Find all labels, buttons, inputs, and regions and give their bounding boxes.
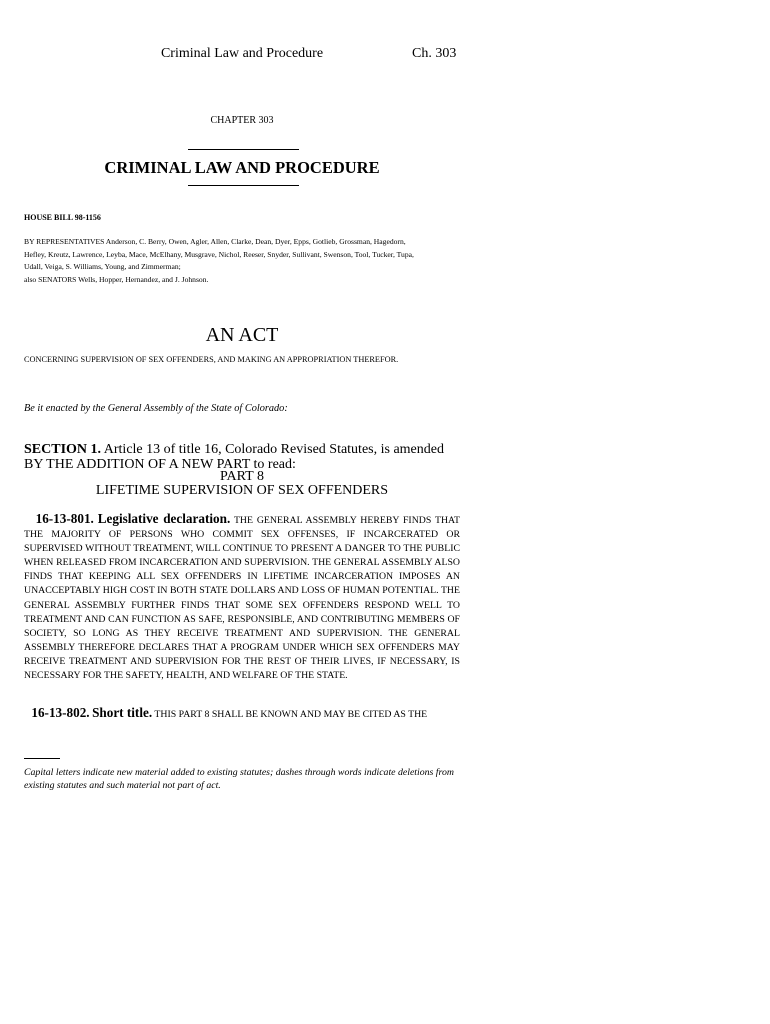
section-1-text: Article 13 of title 16, Colorado Revised Statutes, is amended BY THE ADDITION OF A NEW PART to read: [24, 442, 444, 472]
section-number: 16-13-802. [31, 705, 90, 720]
section-title: Short title. [92, 705, 153, 720]
enacting-clause: Be it enacted by the General Assembly of the State of Colorado: [24, 403, 288, 414]
running-header-title: Criminal Law and Procedure [160, 46, 324, 61]
title-rule-bottom [188, 185, 299, 186]
section-1-label: SECTION 1. [24, 442, 102, 457]
sponsors-list [24, 236, 464, 286]
section-text: THIS PART 8 SHALL BE KNOWN AND MAY BE CITED AS THE [154, 709, 428, 720]
footnote: Capital letters indicate new material added to existing statutes; dashes through words indicate deletions from existing statutes and such material not part of act. [24, 767, 454, 791]
chapter-label: CHAPTER 303 [210, 115, 274, 126]
footnote-rule [24, 758, 60, 759]
running-header-chapter: Ch. 303 [412, 46, 457, 61]
section-1 [24, 442, 460, 472]
part-title: LIFETIME SUPERVISION OF SEX OFFENDERS [95, 483, 389, 498]
bill-number: HOUSE BILL 98-1156 [24, 213, 101, 222]
sponsors-line: Udall, Veiga, S. Williams, Young, and Zimmerman; [24, 262, 181, 272]
section-text: THE GENERAL ASSEMBLY HEREBY FINDS THAT THE MAJORITY OF PERSONS WHO COMMIT SEX OFFENSES, IF INCARCERATED OR SUPERVISED WITHOUT TREATMENT, WILL CONTINUE TO PRESENT A DANGER TO THE PUBLIC WHEN RELEASED FROM INCARCERATION AND SUPERVISION. THE GENERAL ASSEMBLY ALSO FINDS THAT KEEPING ALL SEX OFFENDERS IN LIFETIME INCARCERATION IMPOSES AN UNACCEPTABLY HIGH COST IN BOTH STATE DOLLARS AND LOSS OF HUMAN POTENTIAL. THE GENERAL ASSEMBLY FURTHER FINDS THAT SOME SEX OFFENDERS RESPOND WELL TO TREATMENT AND CAN FUNCTION AS SAFE, RESPONSIBLE, AND CONTRIBUTING MEMBERS OF SOCIETY, SO LONG AS THEY RECEIVE TREATMENT AND SUPERVISION. THE GENERAL ASSEMBLY THEREFORE DECLARES THAT A PROGRAM UNDER WHICH SEX OFFENDERS MAY RECEIVE TREATMENT AND SUPERVISION FOR THE REST OF THEIR LIVES, IF NECESSARY, IS NECESSARY FOR THE SAFETY, HEALTH, AND WELFARE OF THE STATE. [24, 515, 461, 682]
section-number: 16-13-801. [35, 511, 94, 526]
title-rule-top [188, 149, 299, 150]
chapter-title: CRIMINAL LAW AND PROCEDURE [104, 158, 380, 177]
sponsors-line: BY REPRESENTATIVES Anderson, C. Berry, Owen, Agler, Allen, Clarke, Dean, Dyer, Epps, Gotlieb, Grossman, Hagedorn, [24, 237, 406, 246]
sponsors-line: Hefley, Kreutz, Lawrence, Leyba, Mace, McElhany, Musgrave, Nichol, Reeser, Snyder, Sullivant, Swenson, Tool, Tucker, Tupa, [24, 249, 414, 259]
part-number: PART 8 [220, 469, 264, 484]
section-title: Legislative declaration. [97, 511, 231, 526]
act-heading: AN ACT [205, 324, 279, 346]
section-16-13-802 [24, 706, 460, 722]
act-concerning: CONCERNING SUPERVISION OF SEX OFFENDERS, AND MAKING AN APPROPRIATION THEREFOR. [24, 355, 399, 364]
section-16-13-801 [24, 512, 460, 683]
part-heading [0, 470, 484, 498]
sponsors-line: also SENATORS Wells, Hopper, Hernandez, and J. Johnson. [24, 274, 209, 284]
